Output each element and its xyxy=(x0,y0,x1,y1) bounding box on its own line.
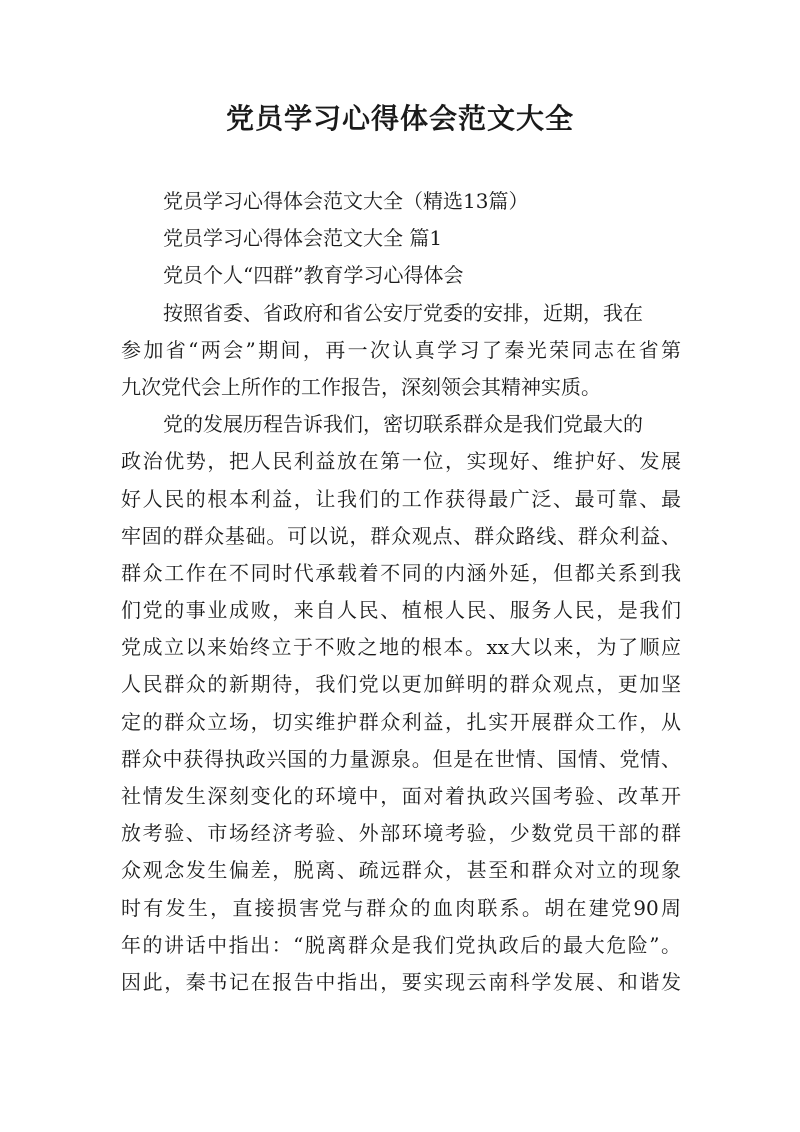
paragraph-line: 党成立以来始终立于不败之地的根本。xx大以来，为了顺应 xyxy=(121,635,681,660)
paragraph-line: 时有发生，直接损害党与群众的血肉联系。胡在建党90周 xyxy=(121,895,681,920)
paragraph-line: 好人民的根本利益，让我们的工作获得最广泛、最可靠、最 xyxy=(121,486,681,511)
paragraph-line: 群众工作在不同时代承载着不同的内涵外延，但都关系到我 xyxy=(121,560,681,585)
paragraph-line: 定的群众立场，切实维护群众利益，扎实开展群众工作，从 xyxy=(121,709,681,734)
paragraph-line: 人民群众的新期待，我们党以更加鲜明的群众观点，更加坚 xyxy=(121,672,681,697)
paragraph-line: 牢固的群众基础。可以说，群众观点、群众路线、群众利益、 xyxy=(121,523,681,548)
paragraph-line: 九次党代会上所作的工作报告，深刻领会其精神实质。 xyxy=(121,374,601,399)
paragraph-line: 按照省委、省政府和省公安厅党委的安排，近期，我在 xyxy=(163,300,643,325)
paragraph-line: 社情发生深刻变化的环境中，面对着执政兴国考验、改革开 xyxy=(121,784,681,808)
article-heading: 党员个人“四群”教育学习心得体会 xyxy=(163,263,464,288)
paragraph-line: 们党的事业成败，来自人民、植根人民、服务人民，是我们 xyxy=(121,598,681,623)
paragraph-line: 因此，秦书记在报告中指出，要实现云南科学发展、和谐发 xyxy=(121,969,681,994)
paragraph-line: 参加省“两会”期间，再一次认真学习了秦光荣同志在省第 xyxy=(121,337,681,362)
paragraph-line: 群众中获得执政兴国的力量源泉。但是在世情、国情、党情、 xyxy=(121,746,681,771)
paragraph-line: 众观念发生偏差，脱离、疏远群众，甚至和群众对立的现象 xyxy=(121,858,681,883)
paragraph-line: 政治优势，把人民利益放在第一位，实现好、维护好、发展 xyxy=(121,449,681,474)
document-body xyxy=(121,183,681,1001)
section-heading: 党员学习心得体会范文大全 篇1 xyxy=(163,226,443,251)
subtitle-line: 党员学习心得体会范文大全（精选13篇） xyxy=(163,189,529,213)
document-title: 党员学习心得体会范文大全 xyxy=(225,102,574,135)
paragraph-line: 放考验、市场经济考验、外部环境考验，少数党员干部的群 xyxy=(121,821,681,846)
paragraph-line: 党的发展历程告诉我们，密切联系群众是我们党最大的 xyxy=(163,412,643,437)
paragraph-line: 年的讲话中指出：“脱离群众是我们党执政后的最大危险”。 xyxy=(121,932,681,957)
